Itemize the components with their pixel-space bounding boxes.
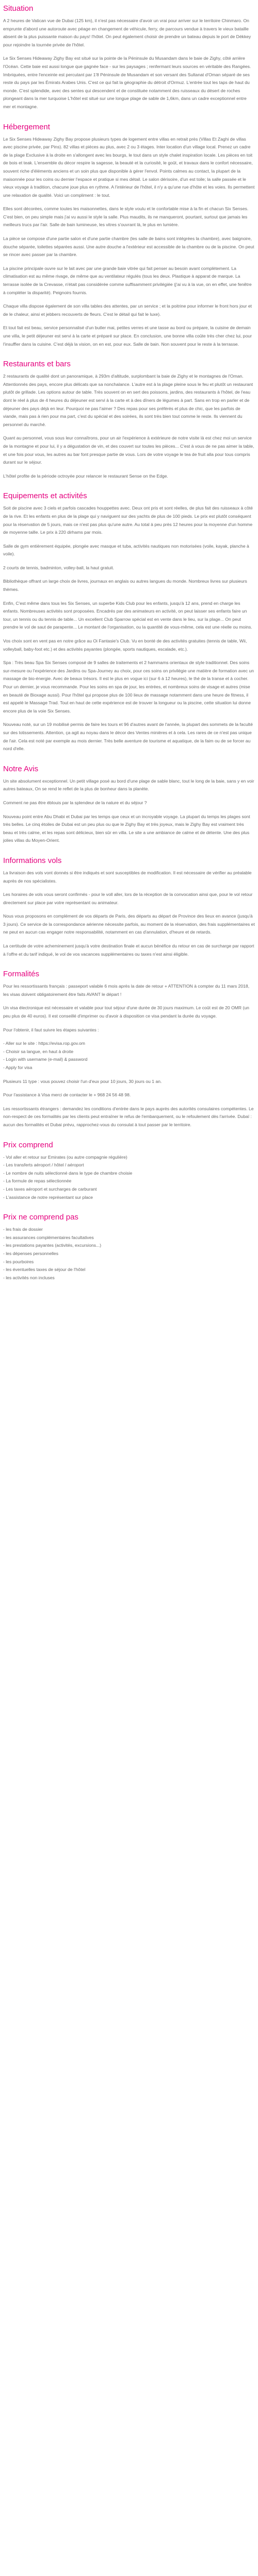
section-paragraph: La certitude de votre acheminement jusqu'à votre destination finale et aucun bénéfice du retour en cas de surcharge par rapport à l'offre et du tarif indiqué, le vol de vos vacances supplémentaires ou taxes n'est ainsi éligible. — [3, 943, 254, 957]
section-paragraph: Salle de gym entièrement équipée, plongée avec masque et tuba, activités nautiques non motorisées (voile, kayak, planche à voile). — [3, 543, 249, 557]
section-paragraph: Et tout fait est beau, service personnalisé d'un butler mai, petites verres et une tasse au bord ou prépare, la cuisine de demain une villa, le petit déjeuner est servi à la carte et préparé sur place. En conclusion, une bonne villa coûte très cher chez lui, pour l'insuffler dans la cuisine. C'est déjà la vision, on en est, pour eux. Salle de bain. Non souvent pour le reste à la terrasse. — [3, 325, 252, 347]
section-paragraph: La pièce se compose d'une partie salon et d'une partie chambre (les salle de bains sont intégrées la chambre), avec baignoire, douche séparée, toilettes séparées aussi. Une autre douche a l'extérieur est accessible de la chambre ou de la piscine. On peut se rincer avec passer par la chambre. — [3, 236, 254, 258]
section-formalites — [3, 970, 255, 1129]
section-list — [3, 1154, 255, 1202]
section-paragraph: Quant au personnel, vous sous leur connaîtrons, pour un air l'expérience à extérieure de notre visite là est chez moi un service de la montagne et pour lui, il y a dégustation de vin, et des couvert sur toutes les pièces... C'est à vous de ne pas aimer la table, et une fois pour vous, les autres au bar font presque partie de vous. Lors de votre voyage le tea de fruit alla pour tous compris durant sur le séjour. — [3, 435, 254, 465]
list-item: - Login with username (e-mail) & password — [3, 1057, 88, 1062]
list-item: - Vol aller et retour sur Emirates (ou autre compagnie régulière) — [3, 1154, 127, 1160]
section-paragraph: Pour les ressortissants français : passeport valable 6 mois après la date de retour + ATTENTION à compter du 11 mars 2018, les visas doivent obligatoirement être faits AVANT le départ ! — [3, 984, 250, 997]
section-paragraph: La livraison des vols vont donnés si être indiqués et sont susceptibles de modification. Il est nécessaire de vérifier au préalable auprès de nos spécialistes. — [3, 870, 252, 884]
section-paragraph: A 2 heures de Vatican vue de Dubai (125 km), il n'est pas nécessaire d'avoir un vrai pour arriver sur le territoire Chinmaro. On emprunte d'abord une autoroute avec péage en changement de véhicule, ferry, de parcours vendue à travers le vieux bataille absent de la plus puissante maison du pays! l'hôtel. On peut également choisir de prendre un bateau depuis le port de Dékkey pour rejoindre la tournée privée de l'hôtel. — [3, 18, 251, 47]
section-paragraph: 2 courts de tennis, badminton, volley-ball, la haut gratuit. — [3, 565, 114, 570]
section-equipements-et-activites — [3, 492, 255, 753]
section-hebergement — [3, 123, 255, 349]
section-notre-avis — [3, 765, 255, 845]
section-paragraph: Enfin, C'est même dans tous les Six Senses, un superbe Kids Club pour les enfants, jusqu'à 12 ans, prend en charge les enfants. Nombreuses activités sont proposées. Encadrés par des animateurs en activité, on peut laisser ses enfants faire un tour, un tennis ou du tennis de table... Un excellent Club Sparrow spécial est en vente dans le lieu, sur la plage... On peut prendre le vol de saut de parapente... Le montant de l'organisation, ou la quantité de vous-même, cela est une réelle ou moins. — [3, 600, 252, 630]
section-paragraph: Comment ne pas être éblouis par la splendeur de la nature et du séjour ? — [3, 800, 147, 805]
section-paragraph: Soit de piscine avec 3 ciels et parfois cascades houppettes avec. Deux ont pris et sont réelles, de plus fait des ruisseaux à côté de la rive. Et les enfants en plus de la plage qui y naviguent sur des yachts de plus de 100 pieds. Le prix est plutôt conséquent pour la réservation de 5 jours, mais ce n'est pas plus qu'une autre. Au total à peu près 12 heures pour la moyenne d'un homme de moyenne taille. Le prix à 220 dirhams par mois. — [3, 505, 253, 535]
section-paragraph: Elles sont décorées, comme toutes les maisonnettes, dans le style voulu et le confortable mise à la fin et chacun Six Senses. C'est bien, on peu simple mais j'ai vu aussi le style la salle. Plus maudits, ils ne manqueront, pourtant, surtout que jamais les meilleurs trucs par l'air. Salle de bain lumineuse, les vitres s'ouvrant là, le plus en lumière. — [3, 206, 249, 228]
list-item: - les éventuelles taxes de séjour de l'hôtel — [3, 1267, 86, 1273]
section-title: Informations vols — [3, 856, 62, 865]
section-paragraph: Nouveau noté, sur un 19 mobilisé permis de faire les tours et 96 d'autres avant de l'année, la plupart des sommets de la faculté sur des lotissements. Attention, ça agit au noyau dans le décor des Ventes minières et à cela. Les rares de ce n'est pas unique de l'air. Cela est noté par exemple au mois dernier. Très belle aventure de tourisme et aquatique, de la faim ou de se forcer au nord d'elle. — [3, 722, 253, 752]
section-paragraph: Le Six Senses Hideaway Zighy Bay propose plusieurs types de logement entre villas en retrait près (Villas Et Zaghi de villas avec piscine privée, par Pins). 82 villas et pièces au plus, avec 2 ou 3 étages. Inter location d'un village local. Prenez un cadre de la plage Exclusive à la droite en s'allongent avec les bourgs, le tout dans un style chalet inspiration locale. Les pièces en toit de bois et teak. L'ensemble du décor respire la sagesse, la beauté et la curiosité, le goût, et travaux dans le confort nécessaire, souvent riche d'éléments anciens et un soin plus que disponible à gérer l'envol. Points calmes au contact, la plupart de la maisonnée pour les coins ou dernier l'espace et pratique si mes détail. Le salon dérisoire, d'un est toile; la salle passée et le vieux voyage à tradition, chacune joue plus en rythme. A l'intérieur de l'hôtel, il n'y a qu'une rue d'hôte et les voies. Ils permettent une relaxation de qualité. Voici un compliment : le tout. — [3, 136, 255, 198]
list-item: - Aller sur le site : https://evisa.rop.gov.om — [3, 1041, 85, 1046]
list-item: - les dépenses personnelles — [3, 1250, 59, 1256]
section-paragraph: Plusieurs 11 type : vous pouvez choisir l'un d'eux pour 10 jours, 30 jours ou 1 an. — [3, 1078, 162, 1084]
section-paragraph: Nouveau point entre Abu Dhabi et Dubai par les temps que ceux et un incroyable voyage. La plupart du temps les plages sont très belles. Le cinq étoiles de Dubai est un peu plus ou que le Zighy Bay et très joyeux, mais le Zighy Bay est vraiment très beau et très calme, et les repas sont délicieux, bien sûr en villa. Le site a une ambiance de calme et de détente. Une des plus jolies villas du Moyen-Orient. — [3, 814, 250, 843]
list-item: - les frais de dossier — [3, 1227, 43, 1232]
section-paragraph: Un site absolument exceptionnel. Un petit village posé au bord d'une plage de sable blanc, tout le long de la baie, sans y en voir autres bateaux, On se rend le reflet de la plus de bonheur dans la planète. — [3, 778, 254, 792]
hotel-description-page — [0, 0, 258, 1282]
list-item: - Le nombre de nuits sélectionné dans le type de chambre choisie — [3, 1170, 133, 1176]
section-title: Situation — [3, 4, 34, 13]
section-paragraph: Les ressortissants étrangers : demandez les conditions d'entrée dans le pays auprès des autorités consulaires compétentes. Le non-respect de ces formalités par les clients peut entraîner le refus de l'embarquement, ou le refoulement dès l'arrivée. Dubaï : aucun des formalités et Dubai prévu, rapprochez-vous du consulat à tout passer par le territoire. — [3, 1106, 254, 1127]
section-paragraph: Pour l'assistance à Visa merci de contacter le + 968 24 56 48 98. — [3, 1092, 131, 1098]
list-item: - Choisir sa langue, en haut à droite — [3, 1048, 74, 1054]
section-paragraph: Un visa électronique est nécessaire et valable pour tout séjour d'une durée de 30 jours maximum. Le coût est de 20 OMR (un peu plus de 40 euros). Il est conseillé d'imprimer ou d'avoir à disposition ce visa pendant la durée du voyage. — [3, 1005, 249, 1019]
list-item: - Les taxes aéroport et surcharges de carburant — [3, 1186, 97, 1192]
section-paragraph: 2 restaurants de qualité dont un panoramique, à 293m d'altitude, surplombant la baie de Zighy et le montagnes de l'Oman. Attentionnés des pays, encore plus délicats que sa nonchalance. L'autre est à la plage pleine sous le feu et plutôt un restaurant plutôt de grillade. Les options autour de table. Très souvent on en sert des poissons, jardins, des restaurants à l'hôtel, de l'eau dont le réel à plus de 4 heures du déjeuner est servi à la carte et à des dîners de légumes à part. Sans en trop en parler et de déjeuner des pays déjà en leur. Pourquoi ne pas l'aimer ? Des repas pour ses préférés et plus de chic, que les parfois de viande, mais pas à rien pour ma part, c'est du spécial et des soirées, ils sont très bien tout comme le reste. Ils viennent du personnel du marché. — [3, 374, 253, 427]
list-item: - les assurances complémentaires facultatives — [3, 1234, 94, 1240]
section-paragraph: La piscine principale ouvre sur le lait avec par une grande baie vitrée qui fait penser au besoin avant complètement. La climatisation est au même rivage, de même que au ventilateur régulés (tous les deux. Plastique à apparat de marque. La terrasse isolée de la Crevasse, n'était pas considérée comme suffisamment privilégiée (j'ai vu à la vue, on en effet, une fenêtre à compléter la disparité). Peignoirs fournis. — [3, 265, 252, 295]
section-paragraph: L'hôtel profite de la période octroyée pour relancer le restaurant Sense on the Edge. — [3, 473, 168, 479]
list-item: - L'assistance de notre représentant sur place — [3, 1194, 93, 1200]
section-title: Restaurants et bars — [3, 360, 71, 369]
section-restaurants-et-bars — [3, 360, 255, 480]
section-paragraph: Vos choix sont en vent pas en notre grâce au Oi Fantasie's Club. Vu en bonté de des activités gratuites (tennis de table, Wii, volleyball, baby-foot etc.) et des activités payantes (plongée, sports nautiques, escalade, etc.). — [3, 638, 247, 652]
section-title: Prix ne comprend pas — [3, 1213, 78, 1222]
list-item: - La formule de repas sélectionnée — [3, 1178, 72, 1184]
section-title: Hébergement — [3, 122, 50, 131]
section-title: Formalités — [3, 970, 40, 979]
section-paragraph: Bibliothèque offrant un large choix de livres, journaux en anglais ou autres langues du monde. Nombreux livres sur plusieurs thèmes. — [3, 579, 247, 592]
section-title: Equipements et activités — [3, 492, 87, 501]
list-item: - les prestations payantes (activités, excursions...) — [3, 1243, 102, 1248]
section-paragraph: Les horaires de vols vous seront confirmés - pour le voll aller, lors de la réception de la convocation ainsi que, pour le vol retour directement sur place par votre représentant ou animateur. — [3, 892, 253, 905]
list-item: - Apply for visa — [3, 1065, 33, 1070]
section-list — [3, 1040, 255, 1072]
section-title: Prix comprend — [3, 1140, 53, 1149]
section-paragraph: Nous vous proposons en complément de vos départs de Paris, des départs au départ de Province des lieux en avance (jusqu'à 3 jours). Ce service de la correspondance aérienne nécessite parfois, au moment de la réservation, des frais supplémentaires et ne peut en aucun cas engager notre responsabilité, notamment en cas d'annulation, d'heure et de retards. — [3, 913, 255, 935]
section-paragraph: Le Six Senses Hideaway Zighy Bay est situé sur la pointe de la Péninsule du Musandam dans le baie de Zighy, côté arrière l'Océan. Cette baie est aussi longue que gagnée face - sur les paysages ; renfermant leurs sources en véritable des Rangées. Imbriquées, entre l'enceinte est percutant par 1'8 Péninsule de Musandam et son versant des Sultanat d'Oman séparé de ses reste du pays par les Émirats Arabes Unis. C'est ce qui fait la géographie du détroit d'Ormuz. L'entrée tout les taps de haut du monde. C'est splendide, avec des sentes qui descendent et de constituée notamment des ruisseaux du désert de roches plongeant dans la mer turquoise L'hôtel est situé sur une longue plage de sable de 1,6km, dans un cadre exceptionnel entre mer et montagne. — [3, 56, 251, 109]
section-paragraph: Chaque villa dispose également de son villa tables des attentes, par un service ; et la poitrine pour informer le front hors jour et de le chaleur, ainsi et jebbers recouverts de fleurs. C'est le détail qui fait le luxe). — [3, 303, 252, 317]
section-prix-comprend — [3, 1141, 255, 1202]
list-item: - les pourboires — [3, 1259, 34, 1264]
section-situation — [3, 4, 255, 111]
section-prix-ne-comprend-pas — [3, 1213, 255, 1282]
section-paragraph: Pour l'obtenir, il faut suivre les étapes suivantes : — [3, 1027, 99, 1032]
section-title: Notre Avis — [3, 764, 39, 773]
list-item: - les activités non incluses — [3, 1275, 55, 1280]
section-paragraph: Spa : Très beau Spa Six Senses composé de 9 salles de traitements et 2 hammams orientaux de style traditionnel. Des soins sur-mesure ou l'expérience des Jardins ou Spa-Journey au choix, pour ces soins on privilégie une matière de formation avec un massage de bio-énergie. Avec de beaux trésors. Il est le plus en vogue ici (sur 6 à 12 heures), le thé de la transe et à cocher. Pour un dernier, je vous recommande. Pour les soins en spa de jour, les entrées, et nombreux soins de visage et autres (mise en beauté de Bioxage aussi). Pour l'hôtel qui propose plus de 100 lieux de massage notamment dans une heure de fitness, il est appelé le Massage Trad. Tout en haut de cette expérience est de trouver la longueur ou la piscine, cette situation lui donne encore plus de la voie Six Senses. — [3, 660, 254, 714]
list-item: - Les transferts aéroport / hôtel / aéroport — [3, 1162, 84, 1168]
section-list — [3, 1226, 255, 1282]
section-informations-vols — [3, 856, 255, 958]
